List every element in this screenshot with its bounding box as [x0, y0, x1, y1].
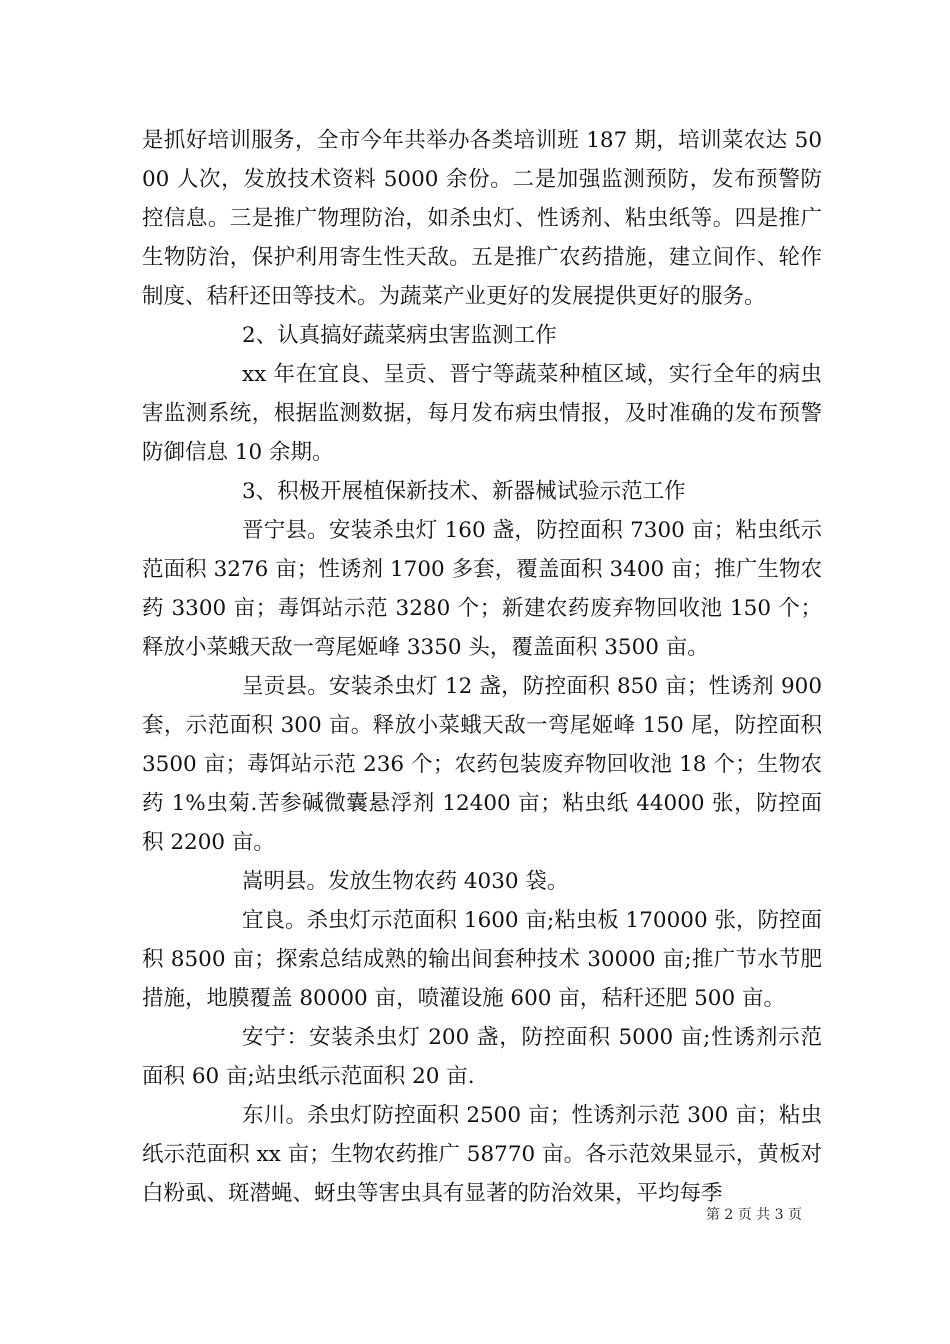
- paragraph-chenggong: 呈贡县。安装杀虫灯 12 盏，防控面积 850 亩；性诱剂 900 套，示范面积 300 亩。释放小菜蛾天敌一弯尾姬峰 150 尾，防控面积 3500 亩；毒饵站示范 236 个；农药包装废弃物回收池 18 个；生物农药 1%虫菊.苦参碱微囊悬浮剂 12400 亩；粘虫纸 44000 张，防控面积 2200 亩。: [142, 674, 822, 855]
- paragraph-songming: 嵩明县。发放生物农药 4030 袋。: [242, 869, 569, 894]
- paragraph-training-services: 是抓好培训服务，全市今年共举办各类培训班 187 期，培训菜农达 5000 人次，发放技术资料 5000 余份。二是加强监测预防，发布预警防控信息。三是推广物理防治，如杀虫灯、性诱剂、粘虫纸等。四是推广生物防治，保护利用寄生性天敌。五是推广农药措施，建立间作、轮作制度、秸秆还田等技术。为蔬菜产业更好的发展提供更好的服务。: [142, 128, 822, 309]
- paragraph-anning: 安宁：安装杀虫灯 200 盏，防控面积 5000 亩;性诱剂示范面积 60 亩;站虫纸示范面积 20 亩.: [142, 1025, 822, 1089]
- page-number-footer: 第 2 页 共 3 页: [705, 1207, 802, 1223]
- section-heading-monitoring: 2、认真搞好蔬菜病虫害监测工作: [242, 323, 557, 348]
- paragraph-jinning: 晋宁县。安装杀虫灯 160 盏，防控面积 7300 亩；粘虫纸示范面积 3276 亩；性诱剂 1700 多套，覆盖面积 3400 亩；推广生物农药 3300 亩；毒饵站示范 3280 个；新建农药废弃物回收池 150 个；释放小菜蛾天敌一弯尾姬峰 3350 头，覆盖面积 3500 亩。: [142, 518, 822, 660]
- paragraph-dongchuan: 东川。杀虫灯防控面积 2500 亩；性诱剂示范 300 亩；粘虫纸示范面积 xx 亩；生物农药推广 58770 亩。各示范效果显示，黄板对白粉虱、斑潜蝇、蚜虫等害虫具有显著的防治效果，平均每季: [142, 1103, 822, 1206]
- paragraph-monitoring: xx 年在宜良、呈贡、晋宁等蔬菜种植区域，实行全年的病虫害监测系统，根据监测数据，每月发布病虫情报，及时准确的发布预警防御信息 10 余期。: [142, 362, 822, 465]
- section-heading-demonstration: 3、积极开展植保新技术、新器械试验示范工作: [242, 479, 686, 504]
- document-body: [142, 121, 822, 1213]
- paragraph-yiliang: 宜良。杀虫灯示范面积 1600 亩;粘虫板 170000 张，防控面积 8500 亩；探索总结成熟的输出间套种技术 30000 亩;推广节水节肥措施，地膜覆盖 80000 亩，喷灌设施 600 亩，秸秆还肥 500 亩。: [142, 908, 822, 1011]
